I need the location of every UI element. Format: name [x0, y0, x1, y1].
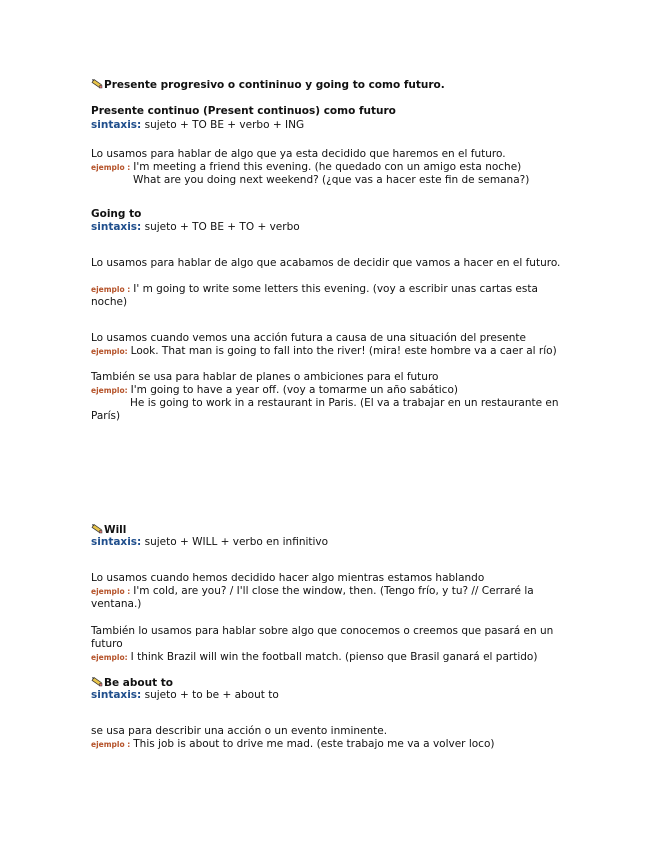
section-heading-presente-progresivo	[91, 78, 445, 92]
section-heading-will	[91, 523, 126, 537]
syntax-label: sintaxis:	[91, 221, 142, 233]
example-label: ejemplo :	[91, 740, 131, 749]
example-text: Look. That man is going to fall into the river! (mira! este hombre va a caer al río)	[130, 345, 557, 357]
syntax-line	[91, 119, 304, 132]
example-text: I'm cold, are you? / I'll close the window, then. (Tengo frío, y tu? // Cerraré la ventana.)	[91, 585, 534, 610]
example-line: What are you doing next weekend? (¿que vas a hacer este fin de semana?)	[133, 174, 530, 186]
example-line: He is going to work in a restaurant in Paris. (El va a trabajar en un restaurante en París)	[91, 397, 559, 422]
syntax-label: sintaxis:	[91, 536, 142, 548]
example-label: ejemplo:	[91, 653, 128, 662]
example-line	[91, 585, 569, 611]
usage-text: También se usa para hablar de planes o ambiciones para el futuro	[91, 371, 439, 383]
pencil-icon	[91, 676, 103, 687]
example-label: ejemplo :	[91, 163, 131, 172]
usage-text: se usa para describir una acción o un evento inminente.	[91, 725, 388, 737]
example-line	[91, 283, 569, 309]
section-heading-going-to: Going to	[91, 208, 142, 220]
usage-text: También lo usamos para hablar sobre algo que conocemos o creemos que pasará en un futuro	[91, 625, 554, 650]
example-label: ejemplo:	[91, 347, 128, 356]
pencil-icon	[91, 523, 103, 534]
example-line	[91, 384, 458, 397]
example-text: I'm meeting a friend this evening. (he quedado con un amigo esta noche)	[133, 161, 522, 173]
syntax-line	[91, 221, 300, 234]
syntax-line	[91, 536, 328, 549]
example-label: ejemplo :	[91, 285, 131, 294]
pencil-icon	[91, 78, 103, 89]
syntax-label: sintaxis:	[91, 689, 142, 701]
syntax-label: sintaxis:	[91, 119, 142, 131]
example-text: This job is about to drive me mad. (este trabajo me va a volver loco)	[133, 738, 495, 750]
example-line	[91, 345, 569, 358]
example-label: ejemplo :	[91, 587, 131, 596]
example-text: I'm going to have a year off. (voy a tomarme un año sabático)	[130, 384, 458, 396]
heading-text: Presente progresivo o contininuo y going to como futuro.	[104, 79, 445, 91]
heading-text: Will	[104, 524, 127, 536]
example-text: I think Brazil will win the football match. (pienso que Brasil ganará el partido)	[130, 651, 538, 663]
example-line	[91, 651, 537, 664]
usage-text: Lo usamos para hablar de algo que acabamos de decidir que vamos a hacer en el futuro.	[91, 257, 561, 269]
usage-text: Lo usamos cuando hemos decidido hacer algo mientras estamos hablando	[91, 572, 485, 584]
syntax-text: sujeto + WILL + verbo en infinitivo	[144, 536, 329, 548]
usage-text: Lo usamos para hablar de algo que ya esta decidido que haremos en el futuro.	[91, 148, 506, 160]
syntax-text: sujeto + to be + about to	[144, 689, 279, 701]
example-line	[91, 738, 494, 751]
example-label: ejemplo:	[91, 386, 128, 395]
sub-heading-presente-continuo: Presente continuo (Present continuos) como futuro	[91, 105, 396, 117]
syntax-text: sujeto + TO BE + TO + verbo	[144, 221, 300, 233]
example-line	[91, 161, 521, 174]
example-text: I' m going to write some letters this evening. (voy a escribir unas cartas esta noche)	[91, 283, 538, 308]
syntax-line	[91, 689, 279, 702]
section-heading-be-about-to	[91, 676, 173, 690]
syntax-text: sujeto + TO BE + verbo + ING	[144, 119, 305, 131]
heading-text: Be about to	[104, 677, 173, 689]
usage-text: Lo usamos cuando vemos una acción futura a causa de una situación del presente	[91, 332, 527, 344]
